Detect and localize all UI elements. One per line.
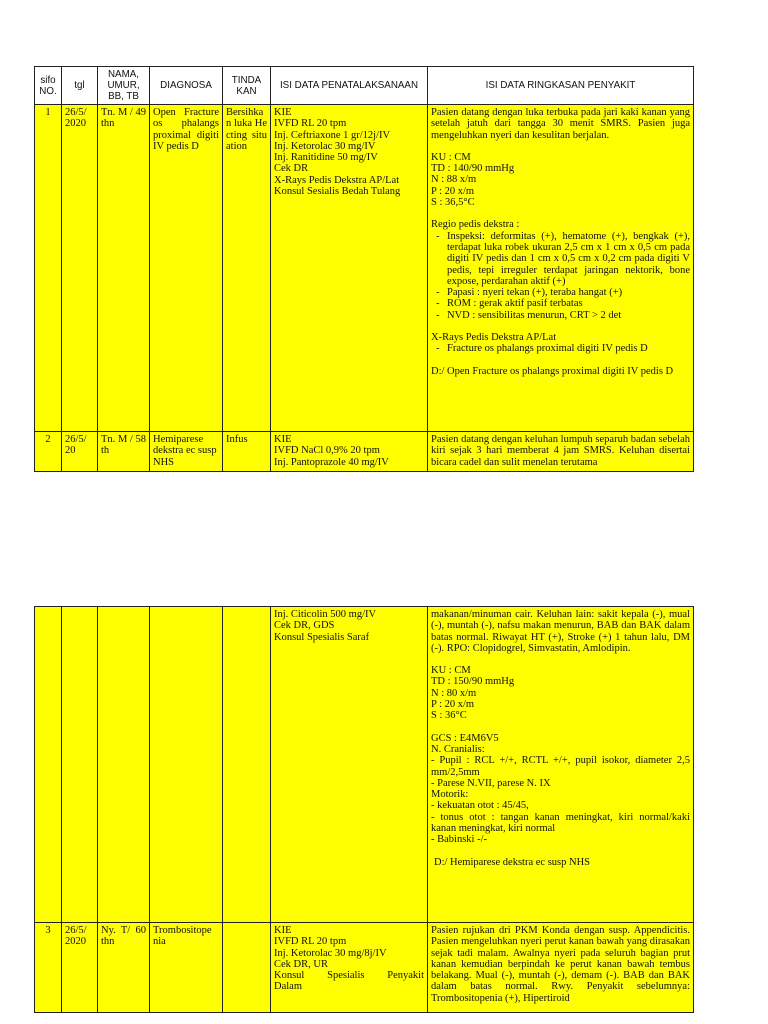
row1-vital: S : 36,5°C — [431, 197, 475, 209]
row3-no: 3 — [35, 923, 62, 1013]
table-row — [35, 105, 694, 432]
row2-intro: Pasien datang dengan keluhan lumpuh separuh badan sebelah kiri sejak 3 hari memberat 4 jam SMRS. Keluhan disertai bicara cadel dan sulit menelan terutama — [431, 434, 690, 467]
row1-ringkasan — [428, 105, 694, 432]
row2-vital: KU : CM — [431, 665, 471, 677]
row1-tx-line: Inj. Ranitidine 50 mg/IV — [274, 152, 378, 164]
header-penatalaksanaan: ISI DATA PENATALAKSANAAN — [271, 67, 428, 105]
list-item: - Papasi : nyeri tekan (+), teraba hangat (+) — [431, 287, 690, 298]
row1-xray-list — [431, 343, 690, 354]
row2-tx-line: IVFD NaCl 0,9% 20 tpm — [274, 445, 380, 457]
row2-tx-line: Inj. Pantoprazole 40 mg/IV — [274, 456, 389, 468]
row1-vital: TD : 140/90 mmHg — [431, 163, 515, 175]
row3-penatalaksanaan — [271, 923, 428, 1013]
row3-nama: Ny. T/ 60 thn — [98, 923, 150, 1013]
row1-intro: Pasien datang dengan luka terbuka pada jari kaki kanan yang setelah jatuh dari tangga 30 menit SMRS. Pasien juga mengeluhkan nyeri dan kesulitan berjalan. — [431, 107, 690, 141]
row1-tgl: 26/5/ 2020 — [62, 105, 98, 432]
list-item: - Fracture os phalangs proximal digiti IV pedis D — [431, 343, 690, 354]
row1-tx-line: Konsul Sesialis Bedah Tulang — [274, 186, 401, 198]
row2-neuro: GCS : E4M6V5 — [431, 732, 499, 744]
row2-neuro: Motorik: — [431, 789, 469, 801]
row2-vital: P : 20 x/m — [431, 699, 475, 711]
row3-tx-line: KIE — [274, 925, 292, 936]
row2-tgl: 26/5/ 20 — [62, 432, 98, 472]
header-no: sifo NO. — [35, 67, 62, 105]
row1-tx-line: X-Rays Pedis Dekstra AP/Lat — [274, 174, 400, 186]
row1-vital: P : 20 x/m — [431, 185, 475, 197]
row1-dx: D:/ Open Fracture os phalangs proximal digiti IV pedis D — [431, 365, 674, 377]
row2-penatalaksanaan-p1 — [271, 432, 428, 472]
row1-vital: N : 88 x/m — [431, 174, 477, 186]
list-item: - Inspeksi: deformitas (+), hematome (+), bengkak (+), terdapat luka robek ukuran 2,5 cm x 1 cm x 0,5 cm pada digiti IV pedis dan 1 cm x 0,5 cm x 0,2 cm pada digiti V pedis, tepi irreguler terdapat jaringan nektorik, bone expose, perdarahan aktif (+) — [431, 231, 690, 287]
row1-nama: Tn. M / 49 thn — [98, 105, 150, 432]
row2-nama: Tn. M / 58 th — [98, 432, 150, 472]
row2-tx-line: Konsul Spesialis Saraf — [274, 631, 370, 643]
row2-tx-line: Inj. Citicolin 500 mg/IV — [274, 609, 377, 620]
row2-neuro: N. Cranialis: — [431, 743, 485, 755]
header-tgl: tgl — [62, 67, 98, 105]
header-diagnosa: DIAGNOSA — [150, 67, 223, 105]
row1-regio-title: Regio pedis dekstra : — [431, 219, 520, 231]
header-ringkasan: ISI DATA RINGKASAN PENYAKIT — [428, 67, 694, 105]
row2-vital: TD : 150/90 mmHg — [431, 676, 515, 688]
row1-vital: KU : CM — [431, 151, 471, 163]
row1-penatalaksanaan — [271, 105, 428, 432]
table-row — [35, 607, 694, 923]
row3-tx-line: Cek DR, UR — [274, 958, 328, 970]
row2-ringkasan-p2 — [428, 607, 694, 923]
row2-ringkasan-p1 — [428, 432, 694, 472]
row1-tindakan: Bersihkan luka Hecting situation — [223, 105, 271, 432]
row2-penatalaksanaan-p2 — [271, 607, 428, 923]
row1-xray-title: X-Rays Pedis Dekstra AP/Lat — [431, 332, 557, 344]
row3-tx-line: Inj. Ketorolac 30 mg/8j/IV — [274, 947, 387, 959]
row1-diagnosa: Open Fracture os phalangs proximal digiti IV pedis D — [150, 105, 223, 432]
row2-vital: S : 36°C — [431, 710, 467, 722]
row1-tx-line: IVFD RL 20 tpm — [274, 118, 347, 130]
row2-vital: N : 80 x/m — [431, 687, 477, 699]
patient-table-page-2 — [34, 606, 694, 1013]
row1-no: 1 — [35, 105, 62, 432]
header-row — [35, 67, 694, 105]
row2-neuro: - Pupil : RCL +/+, RCTL +/+, pupil isokor, diameter 2,5 mm/2,5mm — [431, 755, 690, 778]
row2-tx-line: Cek DR, GDS — [274, 620, 335, 632]
row3-history: Pasien rujukan dri PKM Konda dengan susp. Appendicitis. Pasien mengeluhkan nyeri perut kanan bawah yang dirasakan sejak tadi malam. Awalnya nyeri pada seluruh bagian prut kanan kemudian berpindah ke perut kanan bawah tembus belakang. Mual (-), muntah (-), demam (-). BAB dan BAK dalam batas normal. Rwy. Penyakit sebelumnya: Trombositopenia (+), Hipertiroid — [431, 925, 690, 1004]
row3-diagnosa: Trombositope nia — [150, 923, 223, 1013]
row1-tx-line: Cek DR — [274, 163, 309, 175]
row2-tindakan: Infus — [223, 432, 271, 472]
row1-regio-list — [431, 231, 690, 321]
row2-neuro: - kekuatan otot : 45/45, — [431, 800, 529, 812]
row2-neuro: - tonus otot : tangan kanan meningkat, kiri normal/kaki kanan meningkat, kiri normal — [431, 811, 690, 835]
row2-no: 2 — [35, 432, 62, 472]
table-row — [35, 923, 694, 1013]
table-row — [35, 432, 694, 472]
row1-tx-line: KIE — [274, 107, 292, 118]
row2-dx: D:/ Hemiparese dekstra ec susp NHS — [434, 856, 591, 868]
list-item: - ROM : gerak aktif pasif terbatas — [431, 298, 690, 309]
header-nama: NAMA, UMUR, BB, TB — [98, 67, 150, 105]
row2-neuro: - Parese N.VII, parese N. IX — [431, 777, 551, 789]
row2-tx-line: KIE — [274, 434, 292, 445]
row3-tindakan — [223, 923, 271, 1013]
row1-tx-line: Inj. Ceftriaxone 1 gr/12j/IV — [274, 129, 391, 141]
row3-tx-line: Konsul Spesialis Penyakit Dalam — [274, 970, 424, 993]
row2-diagnosa: Hemiparese dekstra ec susp NHS — [150, 432, 223, 472]
row3-ringkasan — [428, 923, 694, 1013]
row3-tgl: 26/5/ 2020 — [62, 923, 98, 1013]
row2-neuro: - Babinski -/- — [431, 834, 487, 846]
patient-table-page-1 — [34, 66, 694, 472]
row1-tx-line: Inj. Ketorolac 30 mg/IV — [274, 140, 376, 152]
header-tindakan: TINDA KAN — [223, 67, 271, 105]
row2-history: makanan/minuman cair. Keluhan lain: sakit kepala (-), mual (-), muntah (-), nafsu makan menurun, BAB dan BAK dalam batas normal. Riwayat HT (+), Stroke (+) 1 tahun lalu, DM (-). RPO: Clopidogrel, Simvastatin, Amlodipin. — [431, 609, 690, 654]
list-item: - NVD : sensibilitas menurun, CRT > 2 det — [431, 310, 690, 321]
row3-tx-line: IVFD RL 20 tpm — [274, 936, 347, 948]
